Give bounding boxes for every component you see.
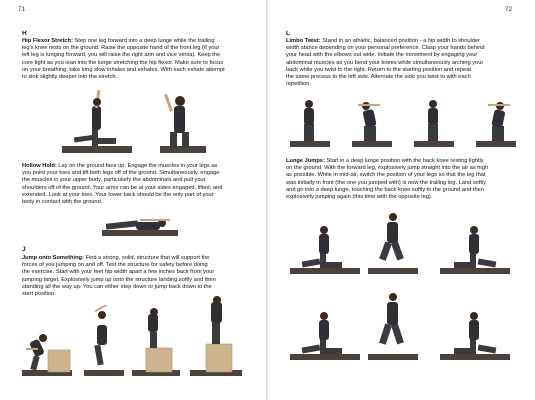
- limbo-twist-photo-4: [476, 98, 516, 148]
- box-jump-photo-2: [84, 305, 124, 378]
- lunge-jump-photo-3: [440, 220, 510, 276]
- lunge-jump-photo-1: [290, 220, 360, 276]
- hip-flexor-photo-1: [60, 88, 135, 156]
- lunge-jumps-title: Lunge Jumps:: [286, 158, 325, 164]
- limbo-twist-photo-1: [290, 98, 330, 148]
- limbo-twist-text: Limbo Twist: Stand in an athletic, balanced position - a hip width to shoulder width stance depending on your personal preference. Clasp your hands behind your head with the elbows out wide. Initiate the movement by engaging your abdominal muscles as you bend your knees while simultaneously arching your back while you twist to the right. Return to the starting position and repeat the same process to the left side. Alternate the side you twist to with each repetition.: [286, 38, 485, 88]
- hollow-hold-text: Hollow Hold: Lay on the ground face up. Engage the muscles in your legs as you point your toes and lift both legs off of the ground. Simultaneously, engage the muscles in your upper body, particularly the abdominals and pull your shoulders off of the ground. Your arms can be at your sides engaged, lifted, and extended. Look at your toes. Your lower back should be the only part of your body in contact with the ground.: [22, 163, 223, 206]
- limbo-twist-photo-3: [414, 98, 454, 148]
- hollow-hold-title: Hollow Hold:: [22, 163, 57, 169]
- hip-flexor-stretch-title: Hip Flexor Stretch:: [22, 38, 73, 44]
- hollow-hold-photo: [100, 212, 180, 238]
- box-jump-photo-4: [190, 296, 242, 378]
- section-letter-h: H: [22, 30, 27, 37]
- lunge-jumps-text: Lunge Jumps: Start in a deep lunge position with the back knee resting lightly on the ground. With the forward leg, explosively jump straight into the air as high as possible. While in mid-air, switch the position of your legs so that the leg that was initially in front (the one you jumped with) is now the trailing leg. Land softly and go into a deep lunge, touching the back knee softly to the ground and then explosively jumping again (this time with the opposite leg).: [286, 158, 489, 201]
- page-left: [0, 0, 266, 400]
- limbo-twist-photo-2: [352, 98, 392, 148]
- hip-flexor-photo-2: [158, 88, 208, 156]
- page-right: [268, 0, 535, 400]
- box-jump-photo-1: [22, 308, 72, 378]
- hip-flexor-stretch-text: Hip Flexor Stretch: Step one leg forward into a deep lunge while the trailing leg's knee rests on the ground. Raise the opposite hand of the front leg (if your left leg is lunging forward, you will raise the right arm and vice versa). Keep the core tight as you lean into the lunge stretching the hip flexor. Make sure to focus on your breathing, take long slow inhales and exhales. With each exhale attempt to sink slightly deeper into the stretch.: [22, 38, 225, 81]
- jump-onto-something-title: Jump onto Something:: [22, 255, 84, 261]
- section-letter-j: J: [22, 246, 26, 253]
- jump-onto-something-text: Jump onto Something: Find a strong, solid, structure that will support the forces of you jumping on and off. Test the structure for safety before doing the exercise. Start with your feet hip width apart a few inches back from your jumping target. Explosively jump up onto the structure landing softly and then standing all the way up. You can either step down or jump back down to the start position.: [22, 255, 216, 298]
- lunge-jump-photo-5: [368, 286, 418, 362]
- page-number-right: 72: [505, 6, 513, 13]
- box-jump-photo-3: [132, 308, 180, 378]
- lunge-jump-photo-4: [290, 304, 360, 362]
- section-letter-l: L: [286, 30, 290, 37]
- lunge-jump-photo-2: [368, 206, 418, 276]
- page-number-left: 71: [18, 6, 26, 13]
- limbo-twist-title: Limbo Twist:: [286, 38, 321, 44]
- lunge-jump-photo-6: [440, 304, 510, 362]
